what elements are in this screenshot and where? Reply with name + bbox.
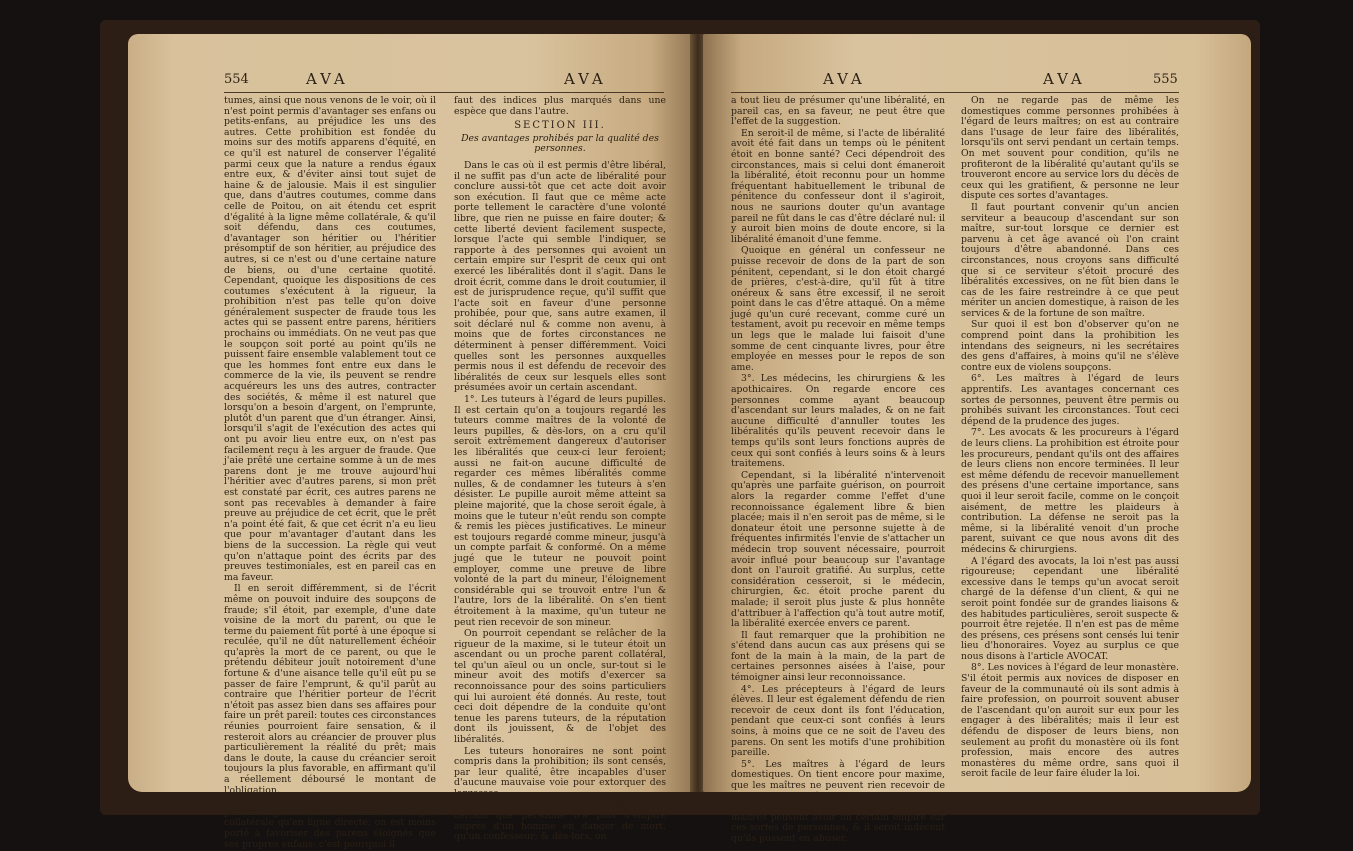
right-header-right: AVA <box>1043 70 1086 88</box>
paragraph: Dans le cas où il est permis d'être libéral, il ne suffit pas d'un acte de libéralité pour conclure aussi-tôt que cet acte doit avoir son exécution. Il faut que ce même acte porte tellement le caractère d'une volonté libre, que rien ne puisse en faire douter; & cette liberté devient facilement suspecte, lorsque l'acte qui semble l'indiquer, se rapporte à des personnes qui avoient un certain empire sur l'esprit de ceux qui ont exercé les libéralités dont il s'agit. Dans le droit écrit, comme dans le droit coutumier, il est de jurisprudence reçue, qu'il suffit que l'acte soit en faveur d'une personne prohibée, pour que, sans autre examen, il soit déclaré nul & comme non avenu, à moins que de fortes circonstances ne déterminent à penser différemment. Voici quelles sont les personnes auxquelles permis nous il est défendu de recevoir des libéralités de ceux sur lesquels elles sont présumées avoir un certain ascendant. <box>454 159 666 394</box>
paragraph: Il faut pourtant convenir qu'un ancien serviteur a beaucoup d'ascendant sur son maître, sur-tout lorsque ce dernier est parvenu à cet âge avancé où l'on craint toujours d'être abandonné. Dans ces circonstances, nous croyons sans difficulté que si ce serviteur s'étoit procuré des libéralités excessives, on ne fût bien dans le cas de les faire restreindre à ce que peut mériter un ancien domestique, à raison de les services & de la fortune de son maître. <box>961 201 1179 319</box>
right-header-left: AVA <box>823 70 866 88</box>
paragraph: Sur quoi il est bon d'observer qu'on ne comprend point dans la prohibition les intendans des seigneurs, ni les secrétaires des gens d'affaires, à moins qu'il ne s'élève contre eux de violens soupçons. <box>961 319 1179 373</box>
right-page-column-1 <box>731 96 945 846</box>
left-page-column-1 <box>224 96 436 851</box>
paragraph: Il faut remarquer que la prohibition ne s'étend dans aucun cas aux présens qui se font de la main à la main, de la part de certaines personnes aisées à l'aise, pour témoigner ainsi leur reconnoissance. <box>731 629 945 684</box>
right-header-rule <box>731 92 1179 93</box>
paragraph: 1°. Les tuteurs à l'égard de leurs pupilles. Il est certain qu'on a toujours regardé les tuteurs comme maîtres de la volonté de leurs pupilles, & dès-lors, on a cru qu'il seroit extrêmement dangereux d'autoriser les libéralités que ceux-ci leur feroient; aussi ne fait-on aucune difficulté de regarder ces mêmes libéralités comme nulles, & de condamner les tuteurs à s'en désister. Le pupille auroit même atteint sa pleine majorité, que la chose seroit égale, à moins que le tuteur n'eût rendu son compte & remis les pièces justificatives. Le mineur est toujours regardé comme mineur, jusqu'à un compte parfait & conformé. On a même jugé que le tuteur ne pouvoit point employer, comme une preuve de libre volonté de la part du mineur, l'éloignement considérable qui se trouvoit entre l'un & l'autre, lors de la libéralité. On s'en tient étroitement à la maxime, qu'un tuteur ne peut rien recevoir de son mineur. <box>454 394 666 628</box>
right-page-number: 555 <box>1153 72 1178 87</box>
left-header-rule <box>224 92 664 93</box>
section-subtitle: Des avantages prohibés par la qualité des personnes. <box>461 132 659 155</box>
paragraph: Il faut observer que la fraude ne se présume pas aussi facilement en ligne collatérale qu'en ligne directe; on est moins porté à favoriser des parens éloignés que ses propres enfans: c'est pourquoi il <box>224 796 436 850</box>
paragraph: 7°. Les avocats & les procureurs à l'égard de leurs cliens. La prohibition est étroite pour les procureurs, pendant qu'ils ont des affaires de leurs cliens non encore terminées. Il leur est même défendu de recevoir manuellement des présens d'une certaine importance, sans quoi il leur seroit facile, comme on le conçoit aisément, de mettre les plaideurs à contribution. La défense ne seroit pas la même, si la libéralité venoit d'un proche parent, suivant ce que nous avons dit des médecins & chirurgiens. <box>961 427 1179 555</box>
paragraph: 4°. Les précepteurs à l'égard de leurs élèves. Il leur est également défendu de rien recevoir de ceux dont ils font l'éducation, pendant que ceux-ci sont confiés à leurs soins, à moins que ce ne soit de l'aveu des parens. On sent les motifs d'une prohibition pareille. <box>731 683 945 759</box>
paragraph: a tout lieu de présumer qu'une libéralité, en pareil cas, en sa faveur, ne peut être que l'effet de la suggestion. <box>731 95 945 128</box>
paragraph: Cependant, si la libéralité n'intervenoit qu'après une parfaite guérison, on pourroit alors la regarder comme l'effet d'une reconnoissance également libre & bien placée; mais il n'en seroit pas de même, si le donateur étoit une personne sujette à de fréquentes infirmités l'envie de s'attacher un médecin trop souvent nécessaire, pourroit avoir influé pour beaucoup sur l'avantage dont on l'auroit gratifié. Au surplus, cette considération cesseroit, si le médecin, chirurgien, &c. étoit proche parent du malade; il seroit plus juste & plus honnête d'attribuer à l'affection qu'à tout autre motif, la libéralité exercée envers ce parent. <box>731 469 945 630</box>
paragraph: tumes, ainsi que nous venons de le voir, où il n'est point permis d'avantager ses enfans ou petits-enfans, au préjudice les uns des autres. Cette prohibition est fondée du moins sur des motifs apparens d'équité, en ce qu'il est naturel de conserver l'égalité parmi ceux que la nature a rendus égaux entre eux, & d'éviter ainsi tout sujet de haine & de jalousie. Mais il est singulier que, dans d'autres coutumes, comme dans celle de Poitou, on ait étendu cet esprit d'égalité à la ligne même collatérale, & qu'il soit défendu, dans ces coutumes, d'avantager son héritier ou l'héritier présomptif de son héritier, au préjudice des autres, si ce n'est ou d'une certaine nature de biens, ou d'une certaine quotité. Cependant, quoique les dispositions de ces coutumes s'exécutent à la rigueur, la prohibition n'est pas telle qu'on doive généralement suspecter de fraude tous les actes qui se passent entre parens, héritiers prochains ou immédiats. On ne veut pas que le soupçon soit porté au point qu'ils ne puissent faire ensemble valablement tout ce que les hommes font entre eux dans le commerce de la vie, ils peuvent se rendre acquéreurs les uns des autres, contracter des sociétés, & même il est naturel que lorsqu'on a besoin d'argent, on l'emprunte, plutôt d'un parent que d'un étranger. Ainsi, lorsqu'il s'agit de l'exécution des actes qui ont pu avoir lieu entre eux, on n'est pas facilement reçu à les arguer de fraude. Que j'aie prêté une certaine somme à un de mes parens dont je me trouve aujourd'hui l'héritier avec d'autres parens, si mon prêt est constaté par écrit, ces autres parens ne sont pas recevables à demander à faire preuve au préjudice de cet écrit, que le prêt n'a point été fait, & que cet écrit n'a eu lieu que pour m'avantager d'autant dans les biens de la succession. La règle qui veut qu'on n'attaque point des écrits par des preuves testimoniales, est en pareil cas en ma faveur. <box>224 95 436 583</box>
left-page-number: 554 <box>224 72 249 87</box>
right-page-column-2 <box>961 96 1179 781</box>
section-title: SECTION III. <box>514 120 606 132</box>
paragraph: faut des indices plus marqués dans une espèce que dans l'autre. <box>454 95 666 117</box>
paragraph: Les tuteurs honoraires ne sont point compris dans la prohibition; ils sont censés, par leur qualité, être incapables d'user d'aucune mauvaise voie pour extorquer des largesses. <box>454 745 666 799</box>
paragraph: 8°. Les novices à l'égard de leur monastère. S'il étoit permis aux novices de disposer en faveur de la communauté où ils sont admis à faire profession, on pourroit souvent abuser de l'ascendant qu'on auroit sur eux pour les engager à des libéralités; mais il leur est défendu de disposer de leurs biens, non seulement au profit du monastère où ils font profession, mais encore des autres monastères du même ordre, sans quoi il seroit facile de leur faire éluder la loi. <box>961 662 1179 780</box>
left-page <box>128 34 696 850</box>
left-header-right: AVA <box>564 70 607 88</box>
paragraph: On ne regarde pas de même les domestiques comme personnes prohibées à l'égard de leurs maîtres; on est au contraire dans l'usage de leur faire des libéralités, lorsqu'ils ont servi pendant un certain temps. On met souvent pour condition, qu'ils ne profiteront de la libéralité qu'autant qu'ils se trouveront encore au service lors du décès de ceux qui les gratifient, & personne ne leur dispute ces sortes d'avantages. <box>961 95 1179 202</box>
paragraph: En seroit-il de même, si l'acte de libéralité avoit été fait dans un temps où le pénitent étoit en bonne santé? Ceci dépendroit des circonstances, mais si celui dont émaneroit la libéralité, étoit reconnu pour un homme fréquentant habituellement le tribunal de pénitence du confesseur dont il s'agiroit, nous ne saurions douter qu'un avantage pareil ne fût dans le cas d'être déclaré nul: il y auroit bien moins de doute encore, si la libéralité émanoit d'une femme. <box>731 127 945 245</box>
paragraph: 2°. Les confesseurs des malades. Il est certain que personne n'a plus d'empire auprès d'un homme en danger de mort, qu'un confesseur; & dès-lors, on <box>454 799 666 843</box>
paragraph: A l'égard des avocats, la loi n'est pas aussi rigoureuse; cependant une libéralité excessive dans le temps qu'un avocat seroit chargé de la défense d'un client, & qui ne seroit point fondée sur de grandes liaisons & des habitudes particulières, seroit suspecte & pourroit être rejetée. Il n'en est pas de même des présens, ces présens sont censés lui tenir lieu d'honoraires. Voyez au surplus ce que nous disons à l'article AVOCAT. <box>961 555 1179 662</box>
paragraph: Il en seroit différemment, si de l'écrit même on pouvoit induire des soupçons de fraude; s'il étoit, par exemple, d'une date voisine de la mort du parent, ou que le terme du paiement fût porté à une époque si reculée, qu'il ne dût naturellement échéoir qu'après la mort de ce parent, ou que le prétendu débiteur jouît notoirement d'une fortune & d'une aisance telle qu'il eût pu se passer de faire l'emprunt, & qu'il parût au contraire que l'héritier porteur de l'écrit n'étoit pas assez bien dans ses affaires pour faire un prêt pareil: toutes ces circonstances réunies pourroient faire sensation, & il resteroit alors au créancier de prouver plus particulièrement la réalité du prêt; mais dans le doute, la cause du créancier seroit toujours la plus favorable, en affirmant qu'il a réellement déboursé le montant de l'obligation. <box>224 583 436 796</box>
paragraph: On pourroit cependant se relâcher de la rigueur de la maxime, si le tuteur étoit un ascendant ou un proche parent collatéral, tel qu'un aïeul ou un oncle, sur-tout si le mineur avoit des motifs d'exercer sa reconnoissance pour des soins particuliers qui lui auroient été donnés. Au reste, tout ceci doit dépendre de la conduite qu'ont tenue les parens tuteurs, de la réputation dont ils jouissent, & de l'objet des libéralités. <box>454 628 666 746</box>
right-page <box>703 34 1251 844</box>
paragraph: Quoique en général un confesseur ne puisse recevoir de dons de la part de son pénitent, cependant, si le don étoit chargé de prières, c'est-à-dire, qu'il fût à titre onéreux & sans être excessif, il ne seroit point dans le cas d'être attaqué. On a même jugé qu'un curé recevant, comme curé un testament, avoit pu recevoir en même temps un legs que le malade lui faisoit d'une somme de cent cinquante livres, pour être employée en messes pour le repos de son ame. <box>731 245 945 373</box>
paragraph: 3°. Les médecins, les chirurgiens & les apothicaires. On regarde encore ces personnes comme ayant beaucoup d'ascendant sur leurs malades, & on ne fait aucune difficulté d'annuller toutes les libéralités qu'ils peuvent recevoir dans le temps qu'ils sont leurs fonctions auprès de ceux qui sont confiés à leurs soins & à leurs traitemens. <box>731 373 945 470</box>
paragraph: 5°. Les maîtres à l'égard de leurs domestiques. On tient encore pour maxime, que les maîtres ne peuvent rien recevoir de ceux qui sont à leur service, & cette prohibition est également sage; car enfin, les maîtres peuvent avoir un certain empire sur ces sortes de personnes, & il seroit indécent qu'ils pussent en abuser. <box>731 758 945 844</box>
left-header-left: AVA <box>306 70 349 88</box>
paragraph: 6°. Les maîtres à l'égard de leurs apprentifs. Les avantages concernant ces sortes de personnes, peuvent être permis ou prohibés suivant les circonstances. Tout ceci dépend de la prudence des juges. <box>961 373 1179 427</box>
left-page-column-2 <box>454 96 666 844</box>
